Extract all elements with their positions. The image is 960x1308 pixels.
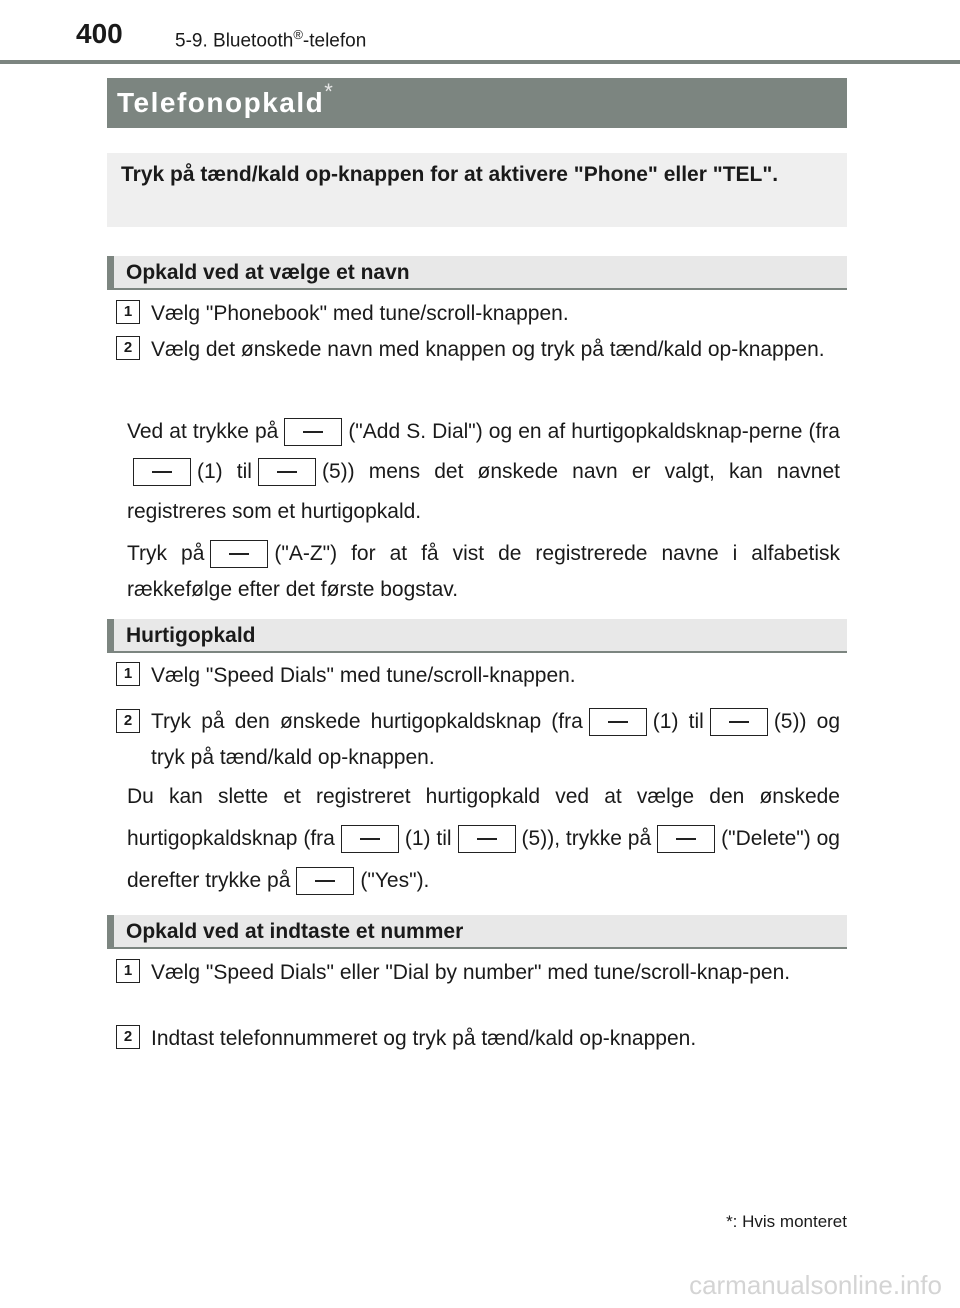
button-symbol (657, 825, 715, 853)
button-symbol (341, 825, 399, 853)
step-number: 2 (116, 336, 140, 360)
subheading-enter-number: Opkald ved at indtaste et nummer (107, 915, 847, 949)
button-symbol (589, 708, 647, 736)
button-symbol (458, 825, 516, 853)
note-text: (1) til (197, 460, 252, 483)
button-symbol (284, 418, 342, 446)
step-text: Vælg "Speed Dials" eller "Dial by number" med tune/scroll-knap-pen. (151, 961, 791, 984)
step-number: 2 (116, 709, 140, 733)
note-paragraph (127, 536, 840, 608)
registered-mark: ® (293, 27, 303, 42)
note-text: ("Yes"). (360, 869, 430, 892)
note-text: (1) til (404, 827, 452, 850)
note-paragraph (127, 776, 840, 902)
step-text (151, 704, 840, 776)
page-title-text: Telefonopkald (117, 87, 325, 118)
note-paragraph (127, 412, 840, 532)
intro-box: Tryk på tænd/kald op-knappen for at aktivere "Phone" eller "TEL". (107, 153, 847, 227)
step-text-part: (1) til (652, 710, 704, 733)
note-text: ("Add S. Dial") og en af hurtigopkaldsknap-perne (fra (348, 420, 840, 443)
step-number: 2 (116, 1025, 140, 1049)
footnote: *: Hvis monteret (726, 1212, 847, 1231)
subheading-speed-dial: Hurtigopkald (107, 619, 847, 653)
note-text: Du kan slette et registreret hurtigopkald ved at vælge den ønskede hurtigopkaldsknap (fra (127, 785, 840, 850)
section-suffix: -telefon (302, 30, 367, 52)
note-text: ("Delete") og derefter trykke på (127, 827, 840, 892)
step-text-part: (5)) og tryk på tænd/kald op-knappen. (151, 710, 841, 769)
watermark: carmanualsonline.info (689, 1270, 942, 1300)
step-text: Vælg det ønskede navn med knappen og tryk på tænd/kald op-knappen. (151, 338, 825, 361)
footnote-marker: * (324, 79, 335, 104)
section-name: 5-9. Bluetooth (175, 30, 294, 52)
subheading-select-name: Opkald ved at vælge et navn (107, 256, 847, 290)
button-symbol (710, 708, 768, 736)
button-symbol (258, 458, 316, 486)
header-rule (0, 60, 960, 64)
button-symbol (296, 867, 354, 895)
section-label (175, 27, 366, 52)
note-text: ("A-Z") for at få vist de registrerede navne i alfabetisk rækkefølge efter det første bogstav. (127, 542, 841, 601)
step-text: Vælg "Phonebook" med tune/scroll-knappen. (151, 302, 569, 325)
note-text: Ved at trykke på (127, 420, 279, 443)
note-text: (5)) mens det ønskede navn er valgt, kan navnet registreres som et hurtigopkald. (127, 460, 840, 523)
page-number: 400 (76, 18, 123, 49)
step-text: Vælg "Speed Dials" med tune/scroll-knappen. (151, 664, 576, 687)
step-number: 1 (116, 300, 140, 324)
step-number: 1 (116, 959, 140, 983)
button-symbol (210, 540, 268, 568)
page-title (107, 78, 847, 128)
note-text: (5)), trykke på (521, 827, 652, 850)
note-text: Tryk på (127, 542, 205, 565)
step-text-part: Tryk på den ønskede hurtigopkaldsknap (fra (151, 710, 583, 733)
step-text: Indtast telefonnummeret og tryk på tænd/kald op-knappen. (151, 1027, 697, 1050)
step-number: 1 (116, 662, 140, 686)
button-symbol (133, 458, 191, 486)
